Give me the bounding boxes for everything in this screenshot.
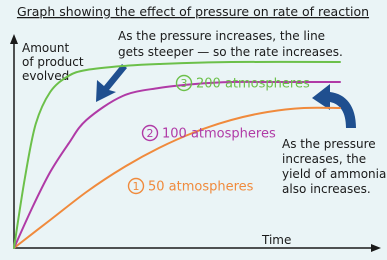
x-axis-label: Time xyxy=(262,233,292,247)
annotation-yield-line: increases, the xyxy=(282,152,367,166)
annotation-yield-line: also increases. xyxy=(282,182,371,196)
series-label: 200 atmospheres xyxy=(196,76,310,92)
annotation-steeper-line: As the pressure increases, the line xyxy=(118,29,326,43)
y-axis-label-line: Amount xyxy=(22,41,70,55)
chart-title: Graph showing the effect of pressure on rate of reaction xyxy=(16,4,370,19)
annotation-arrows xyxy=(96,64,356,128)
annotation-steeper-line: gets steeper — so the rate increases. xyxy=(118,45,343,59)
y-axis-label xyxy=(22,41,87,83)
annotation-yield-line: yield of ammonia xyxy=(282,167,387,181)
annotation-steeper xyxy=(118,29,343,59)
x-axis-arrowhead xyxy=(371,244,381,252)
y-axis-arrowhead xyxy=(10,34,18,44)
series-label: 50 atmospheres xyxy=(148,179,254,195)
annotation-yield-line: As the pressure xyxy=(282,137,376,151)
series-label: 100 atmospheres xyxy=(162,126,276,142)
series-number: 3 xyxy=(180,77,188,90)
y-axis-label-line: evolved xyxy=(22,69,70,83)
series-number: 2 xyxy=(146,127,154,140)
series-number: 1 xyxy=(132,180,140,193)
yield-arrow xyxy=(312,84,356,128)
annotation-yield xyxy=(282,137,387,196)
y-axis-label-line: of product xyxy=(22,55,84,69)
